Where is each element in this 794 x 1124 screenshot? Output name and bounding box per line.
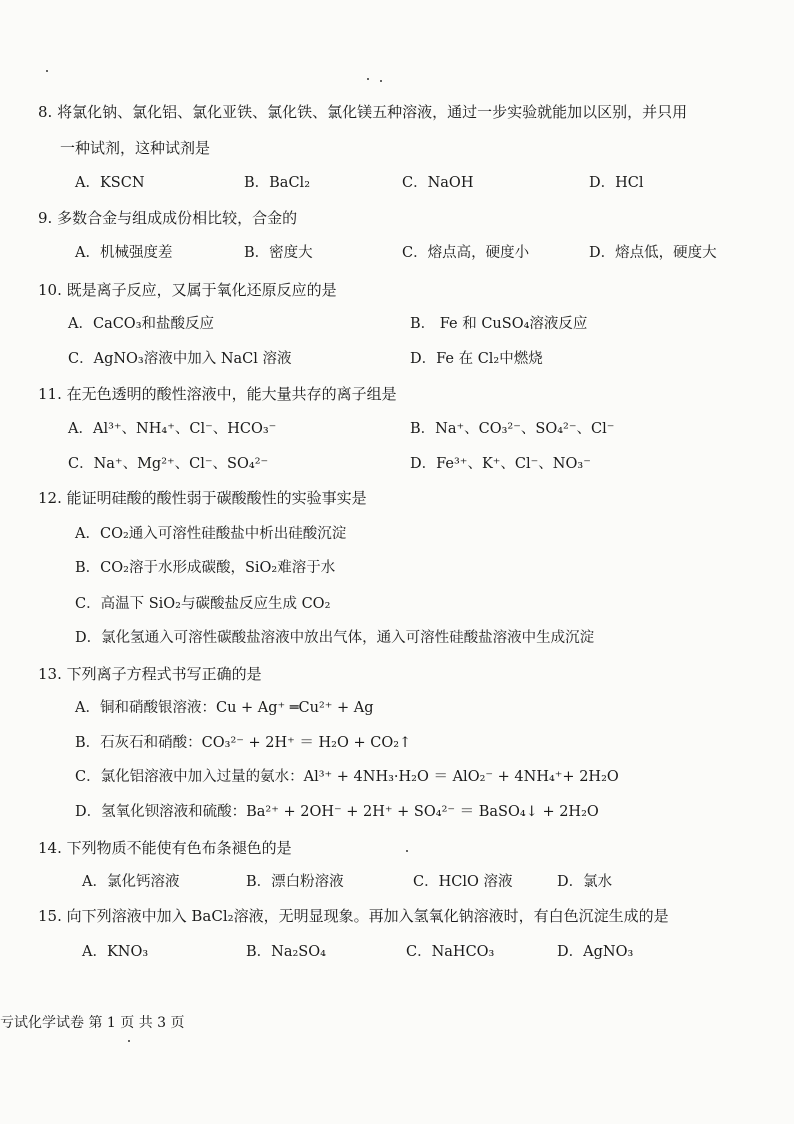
page-footer: 亏试化学试卷 第 1 页 共 3 页 <box>0 1015 185 1031</box>
question-number: 14. <box>38 839 62 857</box>
option-b: B．密度大 <box>244 245 313 261</box>
option-d: D．Fe³⁺、K⁺、Cl⁻、NO₃⁻ <box>410 456 591 472</box>
question-number: 11. <box>38 385 62 403</box>
option-a: A．Al³⁺、NH₄⁺、Cl⁻、HCO₃⁻ <box>68 421 277 437</box>
option-c: C．Na⁺、Mg²⁺、Cl⁻、SO₄²⁻ <box>68 456 269 472</box>
question-stem: 既是离子反应，又属于氧化还原反应的是 <box>66 281 337 299</box>
question-stem: 多数合金与组成成份相比较，合金的 <box>57 209 298 227</box>
option-a: A．铜和硝酸银溶液：Cu + Ag⁺ ═Cu²⁺ + Ag <box>75 700 374 716</box>
option-a: A．CaCO₃和盐酸反应 <box>68 316 215 332</box>
option-b: B．Na₂SO₄ <box>246 944 326 960</box>
option-b: B． Fe 和 CuSO₄溶液反应 <box>410 316 588 332</box>
question-number: 10. <box>38 281 62 299</box>
option-d: D．HCl <box>589 175 644 191</box>
question-stem: 能证明硅酸的酸性弱于碳酸酸性的实验事实是 <box>66 489 367 507</box>
option-a: A．KSCN <box>75 175 145 191</box>
scan-speck <box>128 1040 130 1042</box>
option-b: B．石灰石和硝酸：CO₃²⁻ + 2H⁺ ＝ H₂O + CO₂↑ <box>75 735 412 751</box>
question-8-stem-cont: 一种试剂，这种试剂是 <box>60 139 211 157</box>
option-d: D．AgNO₃ <box>557 944 634 960</box>
option-d: D．氯化氢通入可溶性碳酸盐溶液中放出气体，通入可溶性硅酸盐溶液中生成沉淀 <box>75 630 595 646</box>
question-10 <box>38 280 337 300</box>
scan-speck <box>367 78 369 80</box>
option-b: B．CO₂溶于水形成碳酸，SiO₂难溶于水 <box>75 560 336 576</box>
option-d: D．氯水 <box>557 874 613 890</box>
question-11 <box>38 384 397 404</box>
question-number: 12. <box>38 489 62 507</box>
scan-speck <box>46 70 48 72</box>
option-c: C．NaOH <box>402 175 474 191</box>
question-9 <box>38 208 297 228</box>
option-c: C．熔点高，硬度小 <box>402 245 530 261</box>
question-15 <box>38 906 669 926</box>
option-b: B．漂白粉溶液 <box>246 874 344 890</box>
option-c: C．NaHCO₃ <box>406 944 495 960</box>
option-c: C．AgNO₃溶液中加入 NaCl 溶液 <box>68 351 292 367</box>
option-c: C．氯化铝溶液中加入过量的氨水：Al³⁺ + 4NH₃·H₂O ＝ AlO₂⁻ + 4NH₄⁺+ 2H₂O <box>75 769 619 785</box>
question-8 <box>38 102 687 122</box>
question-stem: 在无色透明的酸性溶液中，能大量共存的离子组是 <box>66 385 397 403</box>
question-13 <box>38 664 262 684</box>
question-14 <box>38 838 292 858</box>
option-a: A．机械强度差 <box>75 245 173 261</box>
option-d: D．熔点低，硬度大 <box>589 245 717 261</box>
option-a: A．氯化钙溶液 <box>82 874 180 890</box>
scan-speck <box>406 850 408 852</box>
scan-speck <box>380 80 382 82</box>
question-number: 13. <box>38 665 62 683</box>
question-12 <box>38 488 367 508</box>
question-stem: 下列离子方程式书写正确的是 <box>66 665 262 683</box>
question-stem: 向下列溶液中加入 BaCl₂溶液，无明显现象。再加入氢氧化钠溶液时，有白色沉淀生成的是 <box>66 907 669 925</box>
option-b: B．BaCl₂ <box>244 175 311 191</box>
question-number: 8. <box>38 103 53 121</box>
option-a: A．CO₂通入可溶性硅酸盐中析出硅酸沉淀 <box>75 526 347 542</box>
option-a: A．KNO₃ <box>82 944 149 960</box>
question-number: 9. <box>38 209 53 227</box>
question-stem: 下列物质不能使有色布条褪色的是 <box>66 839 292 857</box>
option-d: D．Fe 在 Cl₂中燃烧 <box>410 351 543 367</box>
option-d: D．氢氧化钡溶液和硫酸：Ba²⁺ + 2OH⁻ + 2H⁺ + SO₄²⁻ ＝ BaSO₄↓ + 2H₂O <box>75 804 599 820</box>
option-b: B．Na⁺、CO₃²⁻、SO₄²⁻、Cl⁻ <box>410 421 615 437</box>
option-c: C．HClO 溶液 <box>413 874 513 890</box>
question-number: 15. <box>38 907 62 925</box>
option-c: C．高温下 SiO₂与碳酸盐反应生成 CO₂ <box>75 596 331 612</box>
question-stem: 将氯化钠、氯化铝、氯化亚铁、氯化铁、氯化镁五种溶液，通过一步实验就能加以区别，并只用 <box>57 103 688 121</box>
